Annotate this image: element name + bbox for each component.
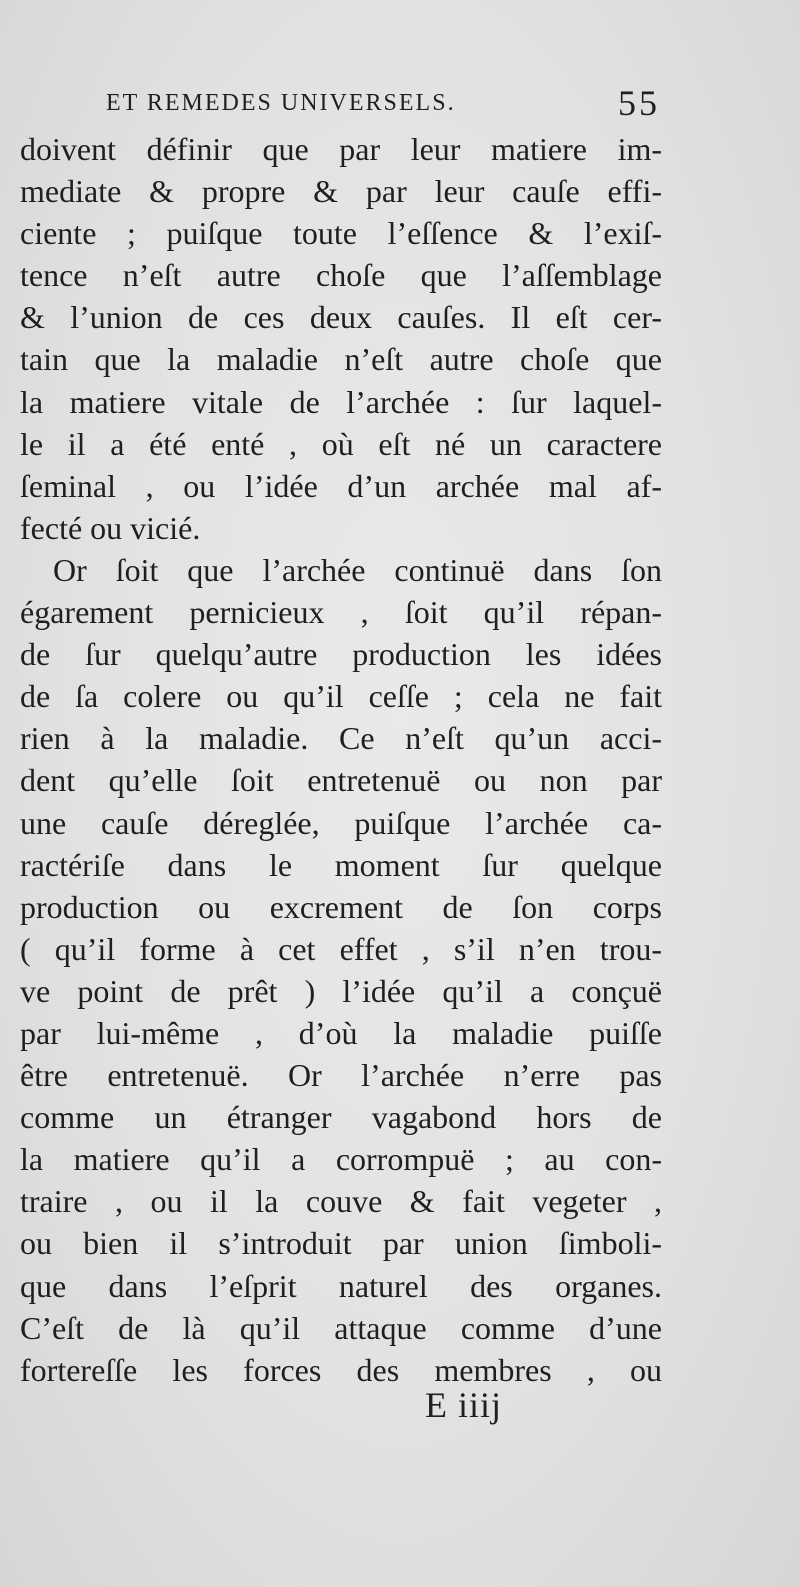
signature-mark: E iiij [425, 1385, 502, 1425]
text-line: ſeminal , ou l’idée d’un archée mal af- [20, 467, 662, 504]
text-line: égarement pernicieux , ſoit qu’il répan- [20, 594, 662, 631]
body-text [20, 128, 662, 1391]
text-line: ve point de prêt ) l’idée qu’il a conçuë [20, 972, 662, 1009]
paragraph-first-line: Or ſoit que l’archée continuë dans ſon [53, 551, 662, 588]
text-line: ractériſe dans le moment ſur quelque [20, 846, 662, 883]
running-title: ET REMEDES UNIVERSELS. [106, 90, 456, 116]
text-line: le il a été enté , où eſt né un caractere [20, 425, 662, 462]
text-line: de ſa colere ou qu’il ceſſe ; cela ne fait [20, 678, 662, 715]
text-line: traire , ou il la couve & fait vegeter , [20, 1183, 662, 1220]
paragraph-last-line: fecté ou vicié. [20, 509, 201, 546]
text-line: être entretenuë. Or l’archée n’erre pas [20, 1057, 662, 1094]
text-line: ou bien il s’introduit par union ſimboli- [20, 1225, 662, 1262]
text-line: une cauſe déreglée, puiſque l’archée ca- [20, 804, 662, 841]
text-line: tence n’eſt autre choſe que l’aſſemblage [20, 257, 662, 294]
text-line: de ſur quelqu’autre production les idées [20, 636, 662, 673]
text-line: ( qu’il forme à cet effet , s’il n’en trou- [20, 930, 662, 967]
text-line: mediate & propre & par leur cauſe effi- [20, 173, 662, 210]
text-line: que dans l’eſprit naturel des organes. [20, 1267, 662, 1304]
page-number: 55 [618, 83, 660, 123]
running-head [20, 82, 660, 128]
text-line: par lui-même , d’où la maladie puiſſe [20, 1014, 662, 1051]
text-line: dent qu’elle ſoit entretenuë ou non par [20, 762, 662, 799]
text-line: C’eſt de là qu’il attaque comme d’une [20, 1309, 662, 1346]
text-line: doivent définir que par leur matiere im- [20, 131, 662, 167]
text-line: rien à la maladie. Ce n’eſt qu’un acci- [20, 720, 662, 757]
text-line: & l’union de ces deux cauſes. Il eſt cer- [20, 299, 662, 336]
text-line: la matiere qu’il a corrompuë ; au con- [20, 1141, 662, 1178]
text-line: ciente ; puiſque toute l’eſſence & l’exiſ- [20, 215, 662, 252]
text-line: production ou excrement de ſon corps [20, 888, 662, 925]
text-line: comme un étranger vagabond hors de [20, 1099, 662, 1136]
text-line: la matiere vitale de l’archée : ſur laquel- [20, 383, 662, 420]
text-line: fortereſſe les forces des membres , ou [20, 1351, 662, 1388]
text-line: tain que la maladie n’eſt autre choſe que [20, 341, 662, 378]
